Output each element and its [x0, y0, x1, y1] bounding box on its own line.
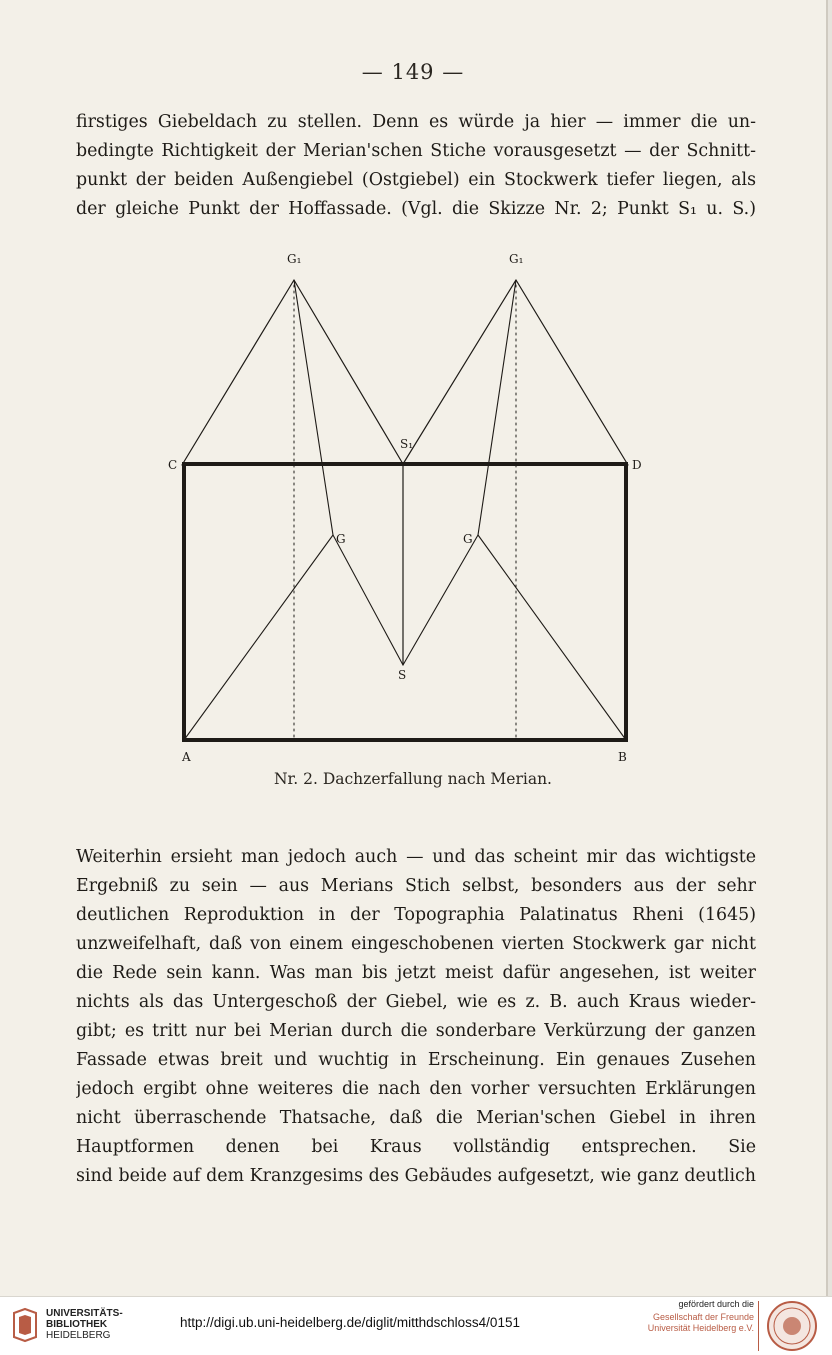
page-number: — 149 — — [361, 60, 465, 84]
gable-left-rake — [294, 280, 333, 535]
gable-right-rake — [478, 280, 516, 535]
text-line: sind beide auf dem Kranzgesims des Gebäudes aufgesetzt, wie ganz deutlich — [76, 1166, 756, 1186]
sponsor-org: Gesellschaft der Freunde — [652, 1312, 754, 1322]
lower-right-line — [478, 535, 626, 740]
library-name-line: HEIDELBERG — [46, 1330, 111, 1341]
sponsor-credit — [632, 1299, 754, 1334]
label-c: C — [168, 458, 178, 472]
text-line: die Rede sein kann. Was man bis jetzt meist dafür angesehen, ist weiter — [76, 963, 756, 983]
text-line: jedoch ergibt ohne weiteres die nach den vorher versuchten Erklärungen — [76, 1079, 756, 1099]
label-g1-left: G₁ — [287, 252, 302, 266]
library-name-line: UNIVERSITÄTS- — [46, 1308, 123, 1319]
label-g1-right: G₁ — [509, 252, 524, 266]
text-line: gibt; es tritt nur bei Merian durch die sonderbare Verkürzung der ganzen — [76, 1021, 756, 1041]
roof-diagram — [160, 245, 650, 775]
label-g-right: G — [463, 532, 473, 546]
label-s1: S₁ — [400, 437, 414, 451]
text-line: Weiterhin ersieht man jedoch auch — und das scheint mir das wichtigste — [76, 847, 756, 867]
text-line: unzweifelhaft, daß von einem eingeschobenen vierten Stockwerk gar nicht — [76, 934, 756, 954]
gable-left-inner — [294, 280, 403, 464]
gable-left-edge — [182, 280, 294, 465]
university-seal-icon — [766, 1300, 818, 1352]
paragraph-bottom — [76, 843, 756, 1191]
label-g-left: G — [336, 532, 346, 546]
permalink-url[interactable]: http://digi.ub.uni-heidelberg.de/diglit/mitthdschloss4/0151 — [180, 1315, 520, 1330]
footer-bar — [0, 1296, 832, 1355]
text-line: Ergebniß zu sein — aus Merians Stich selbst, besonders aus der sehr — [76, 876, 756, 896]
sponsor-label: gefördert durch die — [678, 1299, 754, 1309]
facade-rectangle — [184, 464, 626, 740]
label-d: D — [632, 458, 642, 472]
text-line: nichts als das Untergeschoß der Giebel, wie es z. B. auch Kraus wieder- — [76, 992, 756, 1012]
paragraph-top — [76, 108, 756, 224]
library-name-line: BIBLIOTHEK — [46, 1319, 108, 1330]
gable-right-inner — [403, 280, 516, 464]
text-line: Fassade etwas breit und wuchtig in Erscheinung. Ein genaues Zusehen — [76, 1050, 756, 1070]
label-a: A — [182, 750, 191, 764]
lower-left-line — [184, 535, 333, 740]
lower-mid-right — [403, 535, 478, 665]
text-line: firstiges Giebeldach zu stellen. Denn es würde ja hier — immer die un- — [76, 112, 756, 132]
sponsor-org: Universität Heidelberg e.V. — [647, 1323, 754, 1333]
text-line: bedingte Richtigkeit der Merian'schen Stiche vorausgesetzt — der Schnitt- — [76, 141, 756, 161]
gable-right-edge — [516, 280, 628, 465]
text-line: Hauptformen denen bei Kraus vollständig entsprechen. Sie — [76, 1137, 756, 1157]
figure-caption: Nr. 2. Dachzerfallung nach Merian. — [273, 770, 552, 788]
text-line: nicht überraschende Thatsache, daß die Merian'schen Giebel in ihren — [76, 1108, 756, 1128]
text-line: der gleiche Punkt der Hoffassade. (Vgl. die Skizze Nr. 2; Punkt S₁ u. S.) — [76, 199, 756, 219]
library-name — [46, 1308, 123, 1341]
text-line: deutlichen Reproduktion in der Topographia Palatinatus Rheni (1645) — [76, 905, 756, 925]
library-logo-icon — [10, 1307, 40, 1343]
footer-divider — [758, 1301, 759, 1351]
lower-mid-left — [333, 535, 403, 665]
label-b: B — [618, 750, 627, 764]
label-s: S — [398, 668, 407, 682]
text-line: punkt der beiden Außengiebel (Ostgiebel) ein Stockwerk tiefer liegen, als — [76, 170, 756, 190]
